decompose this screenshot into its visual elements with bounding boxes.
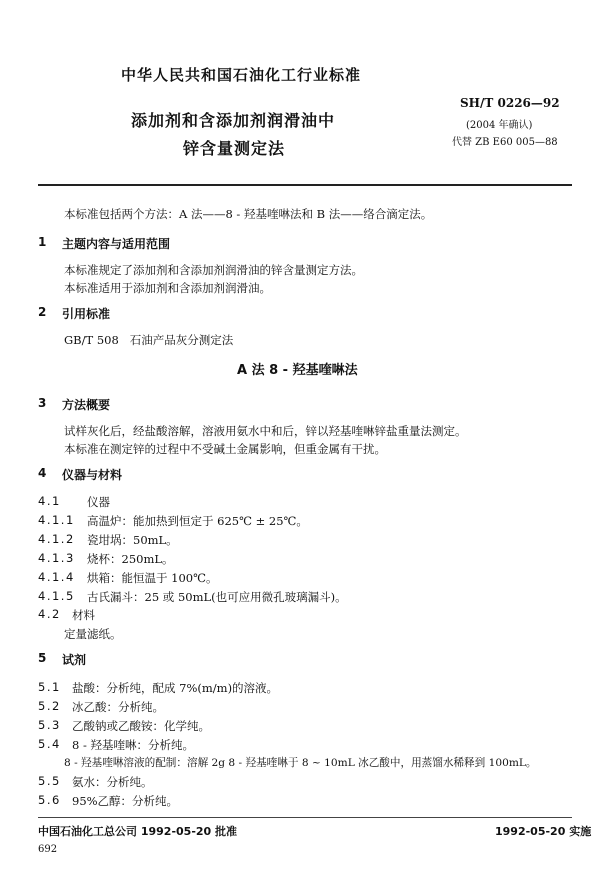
method-a-title: A 法 8 - 羟基喹啉法 — [237, 363, 358, 378]
section-5-number: 5 — [38, 651, 47, 665]
item-text: 仪器 — [87, 495, 110, 509]
item-number: 4.1 — [38, 494, 61, 508]
intro-text: 本标准包括两个方法：A 法——8 - 羟基喹啉法和 B 法——络合滴定法。 — [64, 207, 433, 221]
item-number: 5.3 — [38, 718, 61, 732]
item-text: 烧杯：250mL。 — [87, 552, 174, 566]
section-2-title: 引用标准 — [62, 307, 111, 321]
item-number: 4.1.5 — [38, 589, 75, 603]
section-2-number: 2 — [38, 305, 47, 319]
document-title-line2: 锌含量测定法 — [183, 139, 286, 158]
item-number: 4.1.4 — [38, 570, 75, 584]
item-number: 4.1.1 — [38, 513, 75, 527]
item-text: 高温炉：能加热到恒定于 625℃ ± 25℃。 — [87, 514, 308, 528]
item-number: 5.6 — [38, 793, 61, 807]
section-3-number: 3 — [38, 396, 47, 410]
item-text: 冰乙酸：分析纯。 — [72, 700, 164, 714]
document-title-line1: 添加剂和含添加剂润滑油中 — [131, 111, 336, 130]
item-text: 古氏漏斗：25 或 50mL(也可应用微孔玻璃漏斗)。 — [87, 590, 347, 604]
section-2-reference: GB/T 508 石油产品灰分测定法 — [64, 333, 234, 347]
item-text: 95%乙醇：分析纯。 — [72, 794, 179, 808]
material-text: 定量滤纸。 — [64, 627, 122, 641]
item-number: 5.2 — [38, 699, 61, 713]
approval-note: 中国石油化工总公司 1992-05-20 批准 — [38, 825, 238, 838]
item-text: 氨水：分析纯。 — [72, 775, 153, 789]
section-1-number: 1 — [38, 235, 47, 249]
issuing-organization: 中华人民共和国石油化工行业标准 — [121, 66, 362, 84]
confirmation-note: (2004 年确认) — [466, 120, 533, 131]
footer-divider — [38, 817, 572, 818]
reagent-preparation: 8 - 羟基喹啉溶液的配制：溶解 2g 8 - 羟基喹啉于 8 ~ 10mL 冰乙酸中，用蒸馏水稀释到 100mL。 — [64, 757, 537, 769]
item-number: 5.1 — [38, 680, 61, 694]
item-text: 盐酸：分析纯，配成 7%(m/m)的溶液。 — [72, 681, 279, 695]
item-text: 材料 — [72, 608, 95, 622]
section-5-title: 试剂 — [62, 653, 87, 667]
section-3-line-2: 本标准在测定锌的过程中不受碱土金属影响，但重金属有干扰。 — [64, 442, 386, 456]
page-number: 692 — [38, 844, 58, 855]
section-1-title: 主题内容与适用范围 — [62, 237, 171, 251]
section-3-title: 方法概要 — [62, 398, 111, 412]
standard-code: SH/T 0226—92 — [460, 96, 560, 110]
section-3-line-1: 试样灰化后，经盐酸溶解，溶液用氨水中和后，锌以羟基喹啉锌盐重量法测定。 — [64, 424, 467, 438]
item-number: 4.1.3 — [38, 551, 75, 565]
item-number: 4.2 — [38, 607, 61, 621]
item-number: 5.5 — [38, 774, 61, 788]
replaces-note: 代替 ZB E60 005—88 — [452, 137, 558, 148]
item-number: 5.4 — [38, 737, 61, 751]
effective-date: 1992-05-20 实施 — [495, 825, 592, 838]
section-1-line-1: 本标准规定了添加剂和含添加剂润滑油的锌含量测定方法。 — [64, 263, 363, 277]
item-text: 瓷坩埚：50mL。 — [87, 533, 178, 547]
header-divider — [38, 184, 572, 186]
section-4-number: 4 — [38, 466, 47, 480]
item-text: 烘箱：能恒温于 100℃。 — [87, 571, 218, 585]
item-text: 8 - 羟基喹啉：分析纯。 — [72, 738, 195, 752]
item-text: 乙酸钠或乙酸铵：化学纯。 — [72, 719, 210, 733]
item-number: 4.1.2 — [38, 532, 75, 546]
section-4-title: 仪器与材料 — [62, 468, 123, 482]
section-1-line-2: 本标准适用于添加剂和含添加剂润滑油。 — [64, 281, 271, 295]
